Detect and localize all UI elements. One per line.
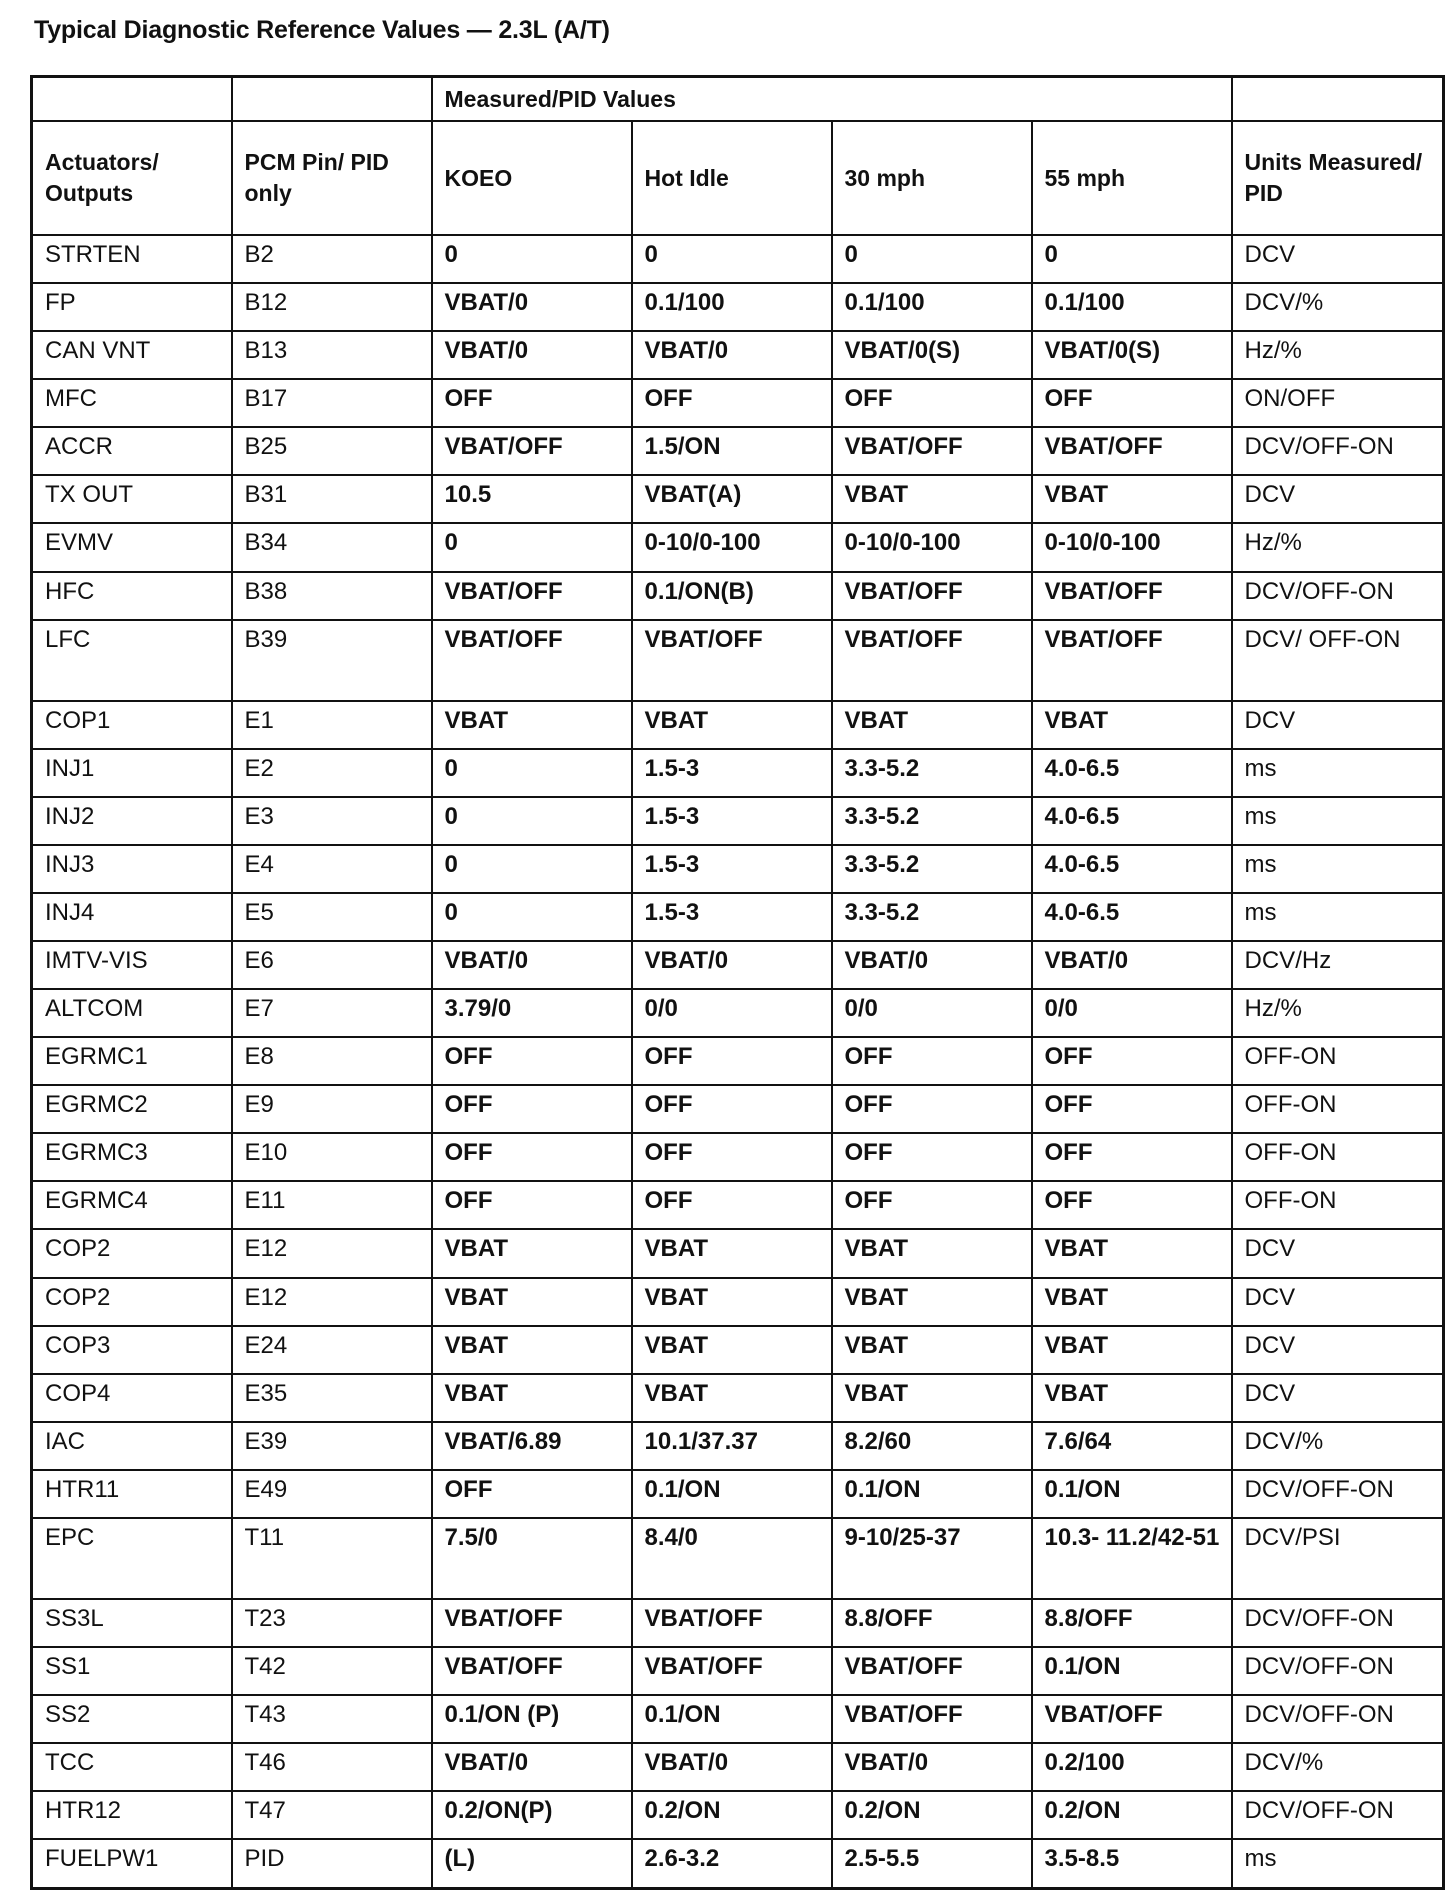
30-mph-cell: VBAT/0(S) bbox=[832, 331, 1032, 379]
table-row bbox=[32, 1518, 1444, 1599]
55-mph-cell: OFF bbox=[1032, 1181, 1232, 1229]
koeo-cell: 3.79/0 bbox=[432, 989, 632, 1037]
pcm-pin-cell: B25 bbox=[232, 427, 432, 475]
koeo-cell: VBAT/0 bbox=[432, 283, 632, 331]
30-mph-cell: OFF bbox=[832, 379, 1032, 427]
koeo-cell: 7.5/0 bbox=[432, 1518, 632, 1599]
table-row bbox=[32, 701, 1444, 749]
measured-pid-values-header: Measured/PID Values bbox=[432, 77, 1232, 122]
koeo-cell: 0 bbox=[432, 893, 632, 941]
hot-idle-cell: 1.5-3 bbox=[632, 749, 832, 797]
55-mph-cell: 0-10/0-100 bbox=[1032, 523, 1232, 571]
55-mph-cell: 8.8/OFF bbox=[1032, 1599, 1232, 1647]
30-mph-cell: VBAT bbox=[832, 475, 1032, 523]
30-mph-cell: VBAT/OFF bbox=[832, 1647, 1032, 1695]
55-mph-cell: 0 bbox=[1032, 235, 1232, 283]
koeo-cell: OFF bbox=[432, 379, 632, 427]
koeo-cell: OFF bbox=[432, 1085, 632, 1133]
table-row bbox=[32, 1695, 1444, 1743]
actuator-cell: STRTEN bbox=[32, 235, 232, 283]
koeo-cell: OFF bbox=[432, 1181, 632, 1229]
table-row bbox=[32, 941, 1444, 989]
pcm-pin-cell: E39 bbox=[232, 1422, 432, 1470]
55-mph-cell: VBAT bbox=[1032, 701, 1232, 749]
55-mph-cell: VBAT/0(S) bbox=[1032, 331, 1232, 379]
30-mph-cell: 3.3-5.2 bbox=[832, 749, 1032, 797]
actuators-outputs-header: Actuators/ Outputs bbox=[32, 121, 232, 235]
55-mph-cell: 0.1/ON bbox=[1032, 1647, 1232, 1695]
units-cell: DCV/% bbox=[1232, 1743, 1444, 1791]
table-row bbox=[32, 1037, 1444, 1085]
pcm-pin-cell: T42 bbox=[232, 1647, 432, 1695]
units-cell: OFF-ON bbox=[1232, 1133, 1444, 1181]
pcm-pin-cell: B12 bbox=[232, 283, 432, 331]
hot-idle-cell: VBAT/OFF bbox=[632, 620, 832, 701]
table-row bbox=[32, 1791, 1444, 1839]
koeo-cell: VBAT/0 bbox=[432, 941, 632, 989]
column-header-row bbox=[32, 121, 1444, 235]
55-mph-cell: VBAT bbox=[1032, 1278, 1232, 1326]
koeo-cell: 0.1/ON (P) bbox=[432, 1695, 632, 1743]
hot-idle-cell: 1.5-3 bbox=[632, 845, 832, 893]
table-row bbox=[32, 1839, 1444, 1888]
table-row bbox=[32, 1229, 1444, 1277]
hot-idle-cell: VBAT/OFF bbox=[632, 1599, 832, 1647]
units-cell: DCV/OFF-ON bbox=[1232, 1470, 1444, 1518]
actuator-cell: SS1 bbox=[32, 1647, 232, 1695]
30-mph-cell: 0.1/ON bbox=[832, 1470, 1032, 1518]
group-header-row bbox=[32, 77, 1444, 122]
hot-idle-cell: VBAT bbox=[632, 1374, 832, 1422]
actuator-cell: HTR12 bbox=[32, 1791, 232, 1839]
table-row bbox=[32, 1085, 1444, 1133]
pcm-pin-cell: T46 bbox=[232, 1743, 432, 1791]
actuator-cell: EGRMC1 bbox=[32, 1037, 232, 1085]
hot-idle-cell: 0.2/ON bbox=[632, 1791, 832, 1839]
blank-header-cell bbox=[32, 77, 232, 122]
hot-idle-cell: VBAT bbox=[632, 1326, 832, 1374]
55-mph-cell: VBAT/OFF bbox=[1032, 1695, 1232, 1743]
55-mph-cell: 0/0 bbox=[1032, 989, 1232, 1037]
pcm-pin-cell: E9 bbox=[232, 1085, 432, 1133]
55-mph-cell: OFF bbox=[1032, 379, 1232, 427]
hot-idle-cell: VBAT/OFF bbox=[632, 1647, 832, 1695]
55-mph-cell: 0.1/ON bbox=[1032, 1470, 1232, 1518]
koeo-cell: 0 bbox=[432, 845, 632, 893]
blank-header-cell bbox=[232, 77, 432, 122]
hot-idle-cell: VBAT bbox=[632, 1229, 832, 1277]
table-row bbox=[32, 1326, 1444, 1374]
pcm-pin-cell: E6 bbox=[232, 941, 432, 989]
hot-idle-cell: 1.5-3 bbox=[632, 797, 832, 845]
units-cell: DCV bbox=[1232, 475, 1444, 523]
pcm-pin-cell: T43 bbox=[232, 1695, 432, 1743]
actuator-cell: ALTCOM bbox=[32, 989, 232, 1037]
pcm-pin-cell: E24 bbox=[232, 1326, 432, 1374]
55-mph-cell: 0.1/100 bbox=[1032, 283, 1232, 331]
30-mph-cell: VBAT/0 bbox=[832, 1743, 1032, 1791]
55-mph-cell: VBAT/0 bbox=[1032, 941, 1232, 989]
blank-header-cell bbox=[1232, 77, 1444, 122]
55-mph-cell: VBAT bbox=[1032, 1229, 1232, 1277]
table-row bbox=[32, 1181, 1444, 1229]
koeo-cell: VBAT/OFF bbox=[432, 1599, 632, 1647]
55-mph-cell: 4.0-6.5 bbox=[1032, 845, 1232, 893]
actuator-cell: CAN VNT bbox=[32, 331, 232, 379]
hot-idle-cell: 0.1/100 bbox=[632, 283, 832, 331]
units-cell: Hz/% bbox=[1232, 989, 1444, 1037]
55-mph-cell: VBAT/OFF bbox=[1032, 427, 1232, 475]
actuator-cell: HTR11 bbox=[32, 1470, 232, 1518]
30-mph-cell: 3.3-5.2 bbox=[832, 845, 1032, 893]
koeo-cell: VBAT/0 bbox=[432, 1743, 632, 1791]
30-mph-cell: OFF bbox=[832, 1181, 1032, 1229]
units-cell: ms bbox=[1232, 845, 1444, 893]
units-cell: DCV/% bbox=[1232, 1422, 1444, 1470]
units-cell: Hz/% bbox=[1232, 331, 1444, 379]
hot-idle-cell: 0.1/ON bbox=[632, 1695, 832, 1743]
30-mph-cell: VBAT bbox=[832, 1326, 1032, 1374]
pcm-pin-cell: E8 bbox=[232, 1037, 432, 1085]
actuator-cell: TX OUT bbox=[32, 475, 232, 523]
pcm-pin-cell: E2 bbox=[232, 749, 432, 797]
koeo-header: KOEO bbox=[432, 121, 632, 235]
actuator-cell: SS3L bbox=[32, 1599, 232, 1647]
30-mph-cell: VBAT bbox=[832, 1374, 1032, 1422]
pcm-pin-cell: B39 bbox=[232, 620, 432, 701]
pcm-pin-cell: B2 bbox=[232, 235, 432, 283]
koeo-cell: VBAT bbox=[432, 1278, 632, 1326]
koeo-cell: 0 bbox=[432, 797, 632, 845]
koeo-cell: (L) bbox=[432, 1839, 632, 1888]
actuator-cell: COP2 bbox=[32, 1229, 232, 1277]
units-cell: OFF-ON bbox=[1232, 1181, 1444, 1229]
hot-idle-cell: 0.1/ON(B) bbox=[632, 572, 832, 620]
55-mph-header: 55 mph bbox=[1032, 121, 1232, 235]
koeo-cell: VBAT bbox=[432, 1229, 632, 1277]
hot-idle-cell: OFF bbox=[632, 1085, 832, 1133]
page-title: Typical Diagnostic Reference Values — 2.3L (A/T) bbox=[34, 16, 610, 44]
table-row bbox=[32, 893, 1444, 941]
55-mph-cell: 4.0-6.5 bbox=[1032, 797, 1232, 845]
hot-idle-cell: 2.6-3.2 bbox=[632, 1839, 832, 1888]
pcm-pin-cell: B13 bbox=[232, 331, 432, 379]
table-row bbox=[32, 749, 1444, 797]
koeo-cell: OFF bbox=[432, 1470, 632, 1518]
units-cell: DCV bbox=[1232, 1278, 1444, 1326]
55-mph-cell: 7.6/64 bbox=[1032, 1422, 1232, 1470]
pcm-pin-cell: E4 bbox=[232, 845, 432, 893]
55-mph-cell: 4.0-6.5 bbox=[1032, 893, 1232, 941]
pcm-pin-cell: E11 bbox=[232, 1181, 432, 1229]
table-row bbox=[32, 475, 1444, 523]
hot-idle-cell: VBAT/0 bbox=[632, 331, 832, 379]
hot-idle-header: Hot Idle bbox=[632, 121, 832, 235]
units-cell: DCV/OFF-ON bbox=[1232, 1791, 1444, 1839]
pcm-pin-cell: E3 bbox=[232, 797, 432, 845]
actuator-cell: EPC bbox=[32, 1518, 232, 1599]
hot-idle-cell: OFF bbox=[632, 1181, 832, 1229]
units-cell: DCV bbox=[1232, 235, 1444, 283]
hot-idle-cell: 0.1/ON bbox=[632, 1470, 832, 1518]
koeo-cell: VBAT/OFF bbox=[432, 427, 632, 475]
table-row bbox=[32, 1133, 1444, 1181]
koeo-cell: VBAT/OFF bbox=[432, 620, 632, 701]
actuator-cell: INJ3 bbox=[32, 845, 232, 893]
koeo-cell: OFF bbox=[432, 1133, 632, 1181]
30-mph-cell: 0.2/ON bbox=[832, 1791, 1032, 1839]
30-mph-cell: 8.2/60 bbox=[832, 1422, 1032, 1470]
units-cell: Hz/% bbox=[1232, 523, 1444, 571]
30-mph-header: 30 mph bbox=[832, 121, 1032, 235]
koeo-cell: 0 bbox=[432, 749, 632, 797]
table-row bbox=[32, 427, 1444, 475]
table-row bbox=[32, 1599, 1444, 1647]
hot-idle-cell: VBAT(A) bbox=[632, 475, 832, 523]
hot-idle-cell: VBAT/0 bbox=[632, 941, 832, 989]
pcm-pin-cell: E1 bbox=[232, 701, 432, 749]
actuator-cell: IAC bbox=[32, 1422, 232, 1470]
units-cell: OFF-ON bbox=[1232, 1085, 1444, 1133]
units-cell: DCV bbox=[1232, 1229, 1444, 1277]
table-row bbox=[32, 620, 1444, 701]
55-mph-cell: VBAT bbox=[1032, 1326, 1232, 1374]
actuator-cell: INJ4 bbox=[32, 893, 232, 941]
koeo-cell: 0 bbox=[432, 523, 632, 571]
table-row bbox=[32, 1278, 1444, 1326]
pcm-pin-cell: B34 bbox=[232, 523, 432, 571]
units-cell: DCV/OFF-ON bbox=[1232, 1599, 1444, 1647]
actuator-cell: EGRMC2 bbox=[32, 1085, 232, 1133]
units-cell: ms bbox=[1232, 1839, 1444, 1888]
30-mph-cell: VBAT/OFF bbox=[832, 572, 1032, 620]
pcm-pin-cell: B38 bbox=[232, 572, 432, 620]
55-mph-cell: 3.5-8.5 bbox=[1032, 1839, 1232, 1888]
actuator-cell: EGRMC3 bbox=[32, 1133, 232, 1181]
units-cell: DCV bbox=[1232, 1326, 1444, 1374]
units-cell: DCV bbox=[1232, 1374, 1444, 1422]
55-mph-cell: VBAT/OFF bbox=[1032, 572, 1232, 620]
hot-idle-cell: 8.4/0 bbox=[632, 1518, 832, 1599]
30-mph-cell: 3.3-5.2 bbox=[832, 893, 1032, 941]
koeo-cell: VBAT/OFF bbox=[432, 1647, 632, 1695]
30-mph-cell: OFF bbox=[832, 1037, 1032, 1085]
30-mph-cell: VBAT/0 bbox=[832, 941, 1032, 989]
koeo-cell: VBAT/0 bbox=[432, 331, 632, 379]
table-row bbox=[32, 1470, 1444, 1518]
units-header: Units Measured/ PID bbox=[1232, 121, 1444, 235]
55-mph-cell: VBAT bbox=[1032, 1374, 1232, 1422]
units-cell: DCV/PSI bbox=[1232, 1518, 1444, 1599]
hot-idle-cell: VBAT bbox=[632, 701, 832, 749]
30-mph-cell: OFF bbox=[832, 1085, 1032, 1133]
30-mph-cell: 0/0 bbox=[832, 989, 1032, 1037]
koeo-cell: 0.2/ON(P) bbox=[432, 1791, 632, 1839]
koeo-cell: 10.5 bbox=[432, 475, 632, 523]
pcm-pin-cell: B31 bbox=[232, 475, 432, 523]
actuator-cell: FP bbox=[32, 283, 232, 331]
30-mph-cell: 3.3-5.2 bbox=[832, 797, 1032, 845]
hot-idle-cell: 0-10/0-100 bbox=[632, 523, 832, 571]
actuator-cell: EVMV bbox=[32, 523, 232, 571]
55-mph-cell: OFF bbox=[1032, 1037, 1232, 1085]
actuator-cell: LFC bbox=[32, 620, 232, 701]
30-mph-cell: 0.1/100 bbox=[832, 283, 1032, 331]
table-row bbox=[32, 1422, 1444, 1470]
pcm-pin-cell: E12 bbox=[232, 1229, 432, 1277]
actuator-cell: TCC bbox=[32, 1743, 232, 1791]
koeo-cell: OFF bbox=[432, 1037, 632, 1085]
30-mph-cell: 9-10/25-37 bbox=[832, 1518, 1032, 1599]
pcm-pin-cell: E5 bbox=[232, 893, 432, 941]
table-row bbox=[32, 331, 1444, 379]
55-mph-cell: 0.2/100 bbox=[1032, 1743, 1232, 1791]
55-mph-cell: 10.3- 11.2/42-51 bbox=[1032, 1518, 1232, 1599]
pcm-pin-cell: T47 bbox=[232, 1791, 432, 1839]
koeo-cell: VBAT bbox=[432, 1374, 632, 1422]
table-row bbox=[32, 572, 1444, 620]
55-mph-cell: 0.2/ON bbox=[1032, 1791, 1232, 1839]
30-mph-cell: VBAT/OFF bbox=[832, 1695, 1032, 1743]
55-mph-cell: OFF bbox=[1032, 1085, 1232, 1133]
units-cell: DCV/OFF-ON bbox=[1232, 1647, 1444, 1695]
55-mph-cell: 4.0-6.5 bbox=[1032, 749, 1232, 797]
55-mph-cell: OFF bbox=[1032, 1133, 1232, 1181]
pcm-pin-cell: E7 bbox=[232, 989, 432, 1037]
units-cell: DCV/OFF-ON bbox=[1232, 1695, 1444, 1743]
units-cell: DCV/OFF-ON bbox=[1232, 572, 1444, 620]
hot-idle-cell: 0 bbox=[632, 235, 832, 283]
30-mph-cell: 2.5-5.5 bbox=[832, 1839, 1032, 1888]
units-cell: DCV/Hz bbox=[1232, 941, 1444, 989]
units-cell: ms bbox=[1232, 893, 1444, 941]
koeo-cell: 0 bbox=[432, 235, 632, 283]
pcm-pin-cell: B17 bbox=[232, 379, 432, 427]
actuator-cell: MFC bbox=[32, 379, 232, 427]
30-mph-cell: 8.8/OFF bbox=[832, 1599, 1032, 1647]
hot-idle-cell: 10.1/37.37 bbox=[632, 1422, 832, 1470]
pcm-pin-cell: E10 bbox=[232, 1133, 432, 1181]
actuator-cell: EGRMC4 bbox=[32, 1181, 232, 1229]
units-cell: ms bbox=[1232, 749, 1444, 797]
units-cell: ON/OFF bbox=[1232, 379, 1444, 427]
hot-idle-cell: 1.5/ON bbox=[632, 427, 832, 475]
pcm-pin-cell: T23 bbox=[232, 1599, 432, 1647]
30-mph-cell: 0-10/0-100 bbox=[832, 523, 1032, 571]
units-cell: DCV bbox=[1232, 701, 1444, 749]
actuator-cell: COP2 bbox=[32, 1278, 232, 1326]
hot-idle-cell: OFF bbox=[632, 379, 832, 427]
hot-idle-cell: 0/0 bbox=[632, 989, 832, 1037]
table-row bbox=[32, 845, 1444, 893]
actuator-cell: COP1 bbox=[32, 701, 232, 749]
koeo-cell: VBAT bbox=[432, 1326, 632, 1374]
actuator-cell: COP4 bbox=[32, 1374, 232, 1422]
table-row bbox=[32, 797, 1444, 845]
pcm-pin-cell: E35 bbox=[232, 1374, 432, 1422]
hot-idle-cell: OFF bbox=[632, 1037, 832, 1085]
30-mph-cell: VBAT bbox=[832, 1278, 1032, 1326]
koeo-cell: VBAT bbox=[432, 701, 632, 749]
table-row bbox=[32, 989, 1444, 1037]
actuator-cell: IMTV-VIS bbox=[32, 941, 232, 989]
hot-idle-cell: VBAT/0 bbox=[632, 1743, 832, 1791]
table-row bbox=[32, 283, 1444, 331]
units-cell: DCV/OFF-ON bbox=[1232, 427, 1444, 475]
actuator-cell: HFC bbox=[32, 572, 232, 620]
hot-idle-cell: 1.5-3 bbox=[632, 893, 832, 941]
reference-values-table bbox=[30, 75, 1445, 1890]
55-mph-cell: VBAT/OFF bbox=[1032, 620, 1232, 701]
table-row bbox=[32, 379, 1444, 427]
units-cell: OFF-ON bbox=[1232, 1037, 1444, 1085]
units-cell: DCV/ OFF-ON bbox=[1232, 620, 1444, 701]
table-row bbox=[32, 1374, 1444, 1422]
pcm-pin-header: PCM Pin/ PID only bbox=[232, 121, 432, 235]
actuator-cell: INJ1 bbox=[32, 749, 232, 797]
30-mph-cell: OFF bbox=[832, 1133, 1032, 1181]
hot-idle-cell: VBAT bbox=[632, 1278, 832, 1326]
table-row bbox=[32, 1647, 1444, 1695]
30-mph-cell: VBAT/OFF bbox=[832, 620, 1032, 701]
actuator-cell: FUELPW1 bbox=[32, 1839, 232, 1888]
pcm-pin-cell: E49 bbox=[232, 1470, 432, 1518]
pcm-pin-cell: T11 bbox=[232, 1518, 432, 1599]
pcm-pin-cell: E12 bbox=[232, 1278, 432, 1326]
30-mph-cell: VBAT bbox=[832, 701, 1032, 749]
units-cell: ms bbox=[1232, 797, 1444, 845]
table-row bbox=[32, 523, 1444, 571]
koeo-cell: VBAT/6.89 bbox=[432, 1422, 632, 1470]
30-mph-cell: VBAT bbox=[832, 1229, 1032, 1277]
actuator-cell: ACCR bbox=[32, 427, 232, 475]
actuator-cell: INJ2 bbox=[32, 797, 232, 845]
55-mph-cell: VBAT bbox=[1032, 475, 1232, 523]
actuator-cell: COP3 bbox=[32, 1326, 232, 1374]
actuator-cell: SS2 bbox=[32, 1695, 232, 1743]
table-row bbox=[32, 1743, 1444, 1791]
units-cell: DCV/% bbox=[1232, 283, 1444, 331]
hot-idle-cell: OFF bbox=[632, 1133, 832, 1181]
30-mph-cell: VBAT/OFF bbox=[832, 427, 1032, 475]
table-row bbox=[32, 235, 1444, 283]
pcm-pin-cell: PID bbox=[232, 1839, 432, 1888]
30-mph-cell: 0 bbox=[832, 235, 1032, 283]
koeo-cell: VBAT/OFF bbox=[432, 572, 632, 620]
